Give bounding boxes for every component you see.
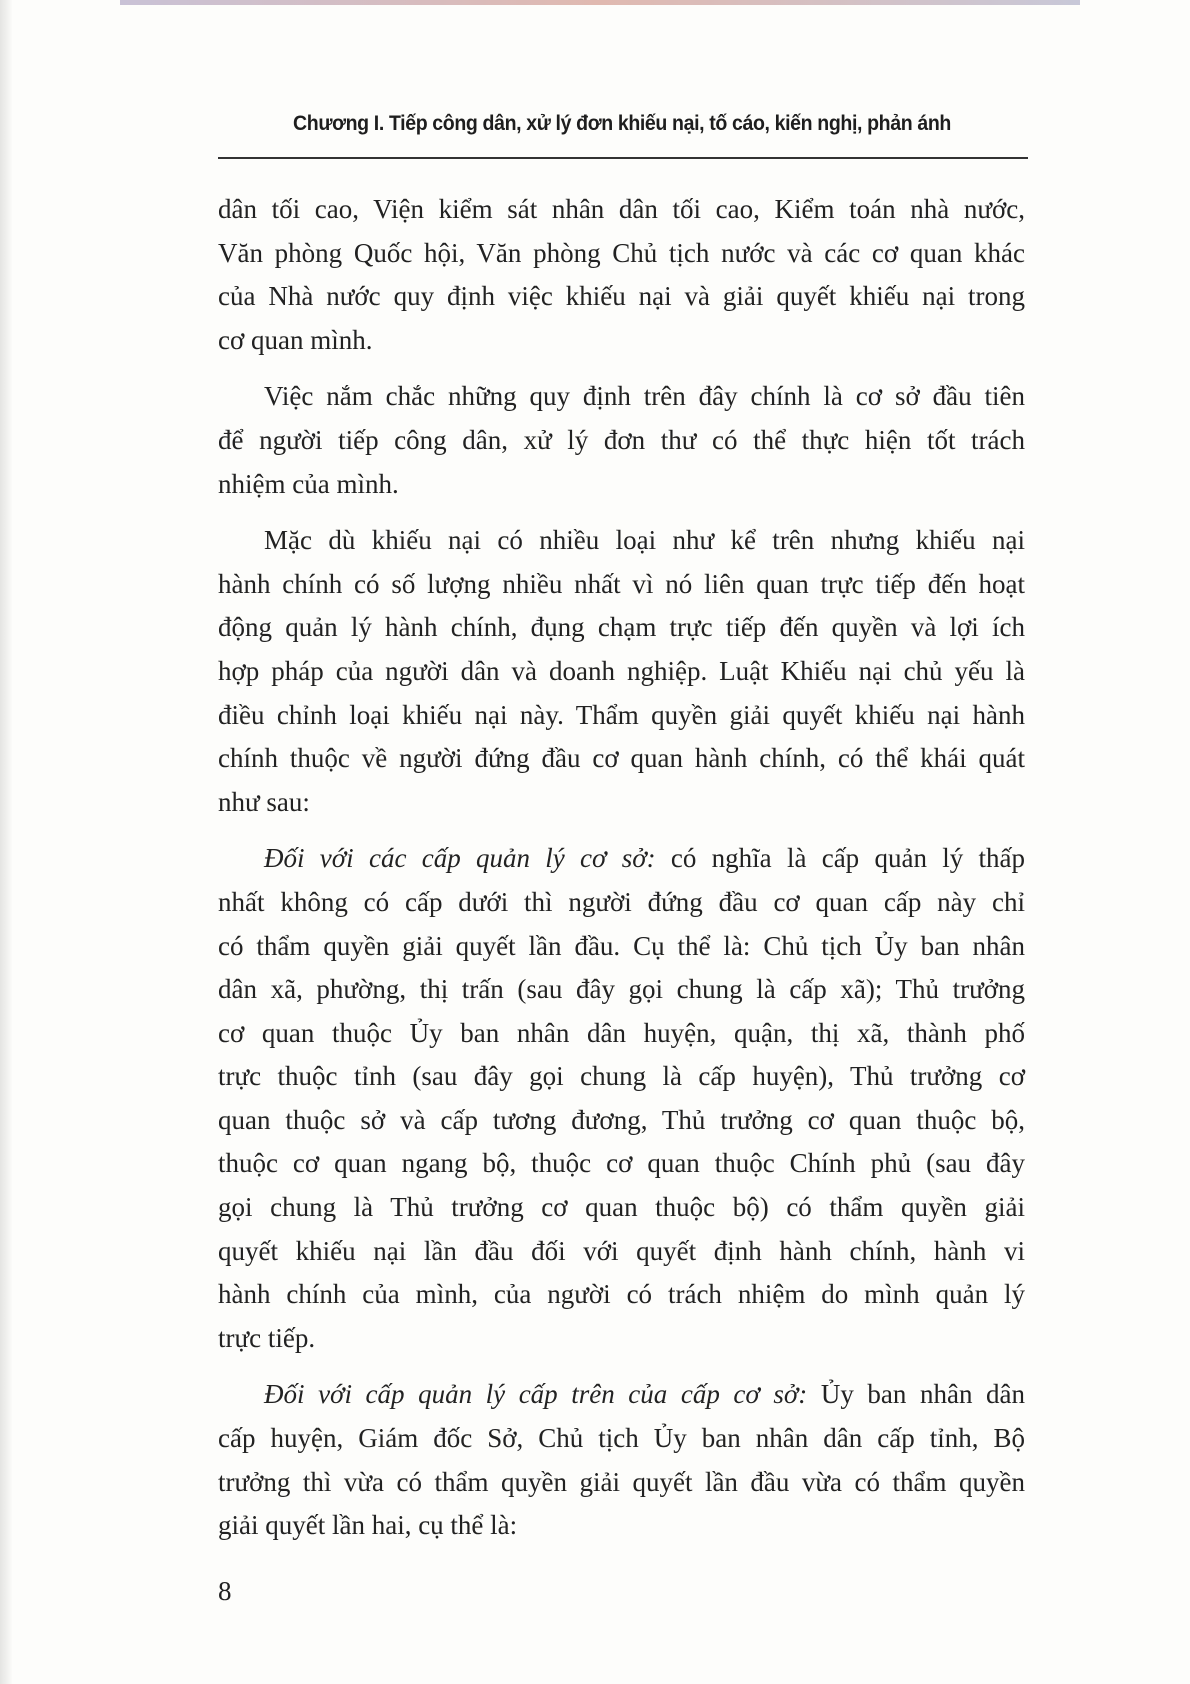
text-line: cơ quan mình. (218, 324, 373, 355)
text-line (218, 837, 1025, 881)
text-line: chính thuộc về người đứng đầu cơ quan hành chính, có thể khái quát (218, 743, 1025, 774)
page-number: 8 (218, 1576, 232, 1606)
running-header: Chương I. Tiếp công dân, xử lý đơn khiếu nại, tố cáo, kiến nghị, phản ánh (293, 112, 951, 135)
text-line: hành chính có số lượng nhiều nhất vì nó liên quan trực tiếp đến hoạt (218, 568, 1025, 599)
text-line: như sau: (218, 786, 310, 817)
paragraph-2 (218, 375, 1025, 506)
italic-lead: Đối với các cấp quản lý cơ sở: (264, 843, 656, 874)
text-line: hợp pháp của người dân và doanh nghiệp. Luật Khiếu nại chủ yếu là (218, 655, 1025, 686)
text-line: hành chính của mình, của người có trách nhiệm do mình quản lý (218, 1279, 1025, 1310)
text-line: Mặc dù khiếu nại có nhiều loại như kể trên nhưng khiếu nại (264, 525, 1025, 556)
text-line: của Nhà nước quy định việc khiếu nại và giải quyết khiếu nại trong (218, 281, 1025, 312)
text-line: gọi chung là Thủ trưởng cơ quan thuộc bộ) có thẩm quyền giải (218, 1192, 1025, 1223)
text-line: quyết khiếu nại lần đầu đối với quyết định hành chính, hành vi (218, 1235, 1025, 1266)
text-line: thuộc cơ quan ngang bộ, thuộc cơ quan thuộc Chính phủ (sau đây (218, 1148, 1025, 1179)
lead-rest: có nghĩa là cấp quản lý thấp (655, 843, 1025, 874)
paragraph-5 (218, 1373, 1025, 1547)
text-line: dân tối cao, Viện kiểm sát nhân dân tối cao, Kiểm toán nhà nước, (218, 194, 1025, 224)
text-line: động quản lý hành chính, đụng chạm trực tiếp đến quyền và lợi ích (218, 612, 1025, 643)
text-line (218, 1373, 1025, 1417)
text-line: cấp huyện, Giám đốc Sở, Chủ tịch Ủy ban nhân dân cấp tỉnh, Bộ (218, 1423, 1025, 1454)
text-line: trưởng thì vừa có thẩm quyền giải quyết lần đầu vừa có thẩm quyền (218, 1466, 1025, 1497)
text-line: trực tiếp. (218, 1322, 316, 1353)
italic-lead: Đối với cấp quản lý cấp trên của cấp cơ sở: (264, 1379, 808, 1410)
text-line: có thẩm quyền giải quyết lần đầu. Cụ thể là: Chủ tịch Ủy ban nhân (218, 930, 1025, 961)
paragraph-3 (218, 519, 1025, 824)
paragraph-1 (218, 188, 1025, 362)
text-line: để người tiếp công dân, xử lý đơn thư có thể thực hiện tốt trách (218, 424, 1025, 455)
lead-rest: Ủy ban nhân dân (807, 1379, 1025, 1410)
text-line: giải quyết lần hai, cụ thể là: (218, 1510, 518, 1541)
page-edge (0, 0, 12, 1684)
text-line: Văn phòng Quốc hội, Văn phòng Chủ tịch nước và các cơ quan khác (218, 237, 1025, 268)
body-text (218, 188, 1025, 1561)
text-line: nhất không có cấp dưới thì người đứng đầu cơ quan cấp này chỉ (218, 886, 1025, 917)
text-line: Việc nắm chắc những quy định trên đây chính là cơ sở đầu tiên (264, 381, 1025, 412)
text-line: trực thuộc tỉnh (sau đây gọi chung là cấp huyện), Thủ trưởng cơ (218, 1061, 1025, 1092)
text-line: điều chỉnh loại khiếu nại này. Thẩm quyền giải quyết khiếu nại hành (218, 699, 1025, 730)
text-line: nhiệm của mình. (218, 468, 399, 499)
text-line: cơ quan thuộc Ủy ban nhân dân huyện, quận, thị xã, thành phố (218, 1017, 1025, 1048)
text-line: dân xã, phường, thị trấn (sau đây gọi chung là cấp xã); Thủ trưởng (218, 974, 1025, 1005)
text-line: quan thuộc sở và cấp tương đương, Thủ trưởng cơ quan thuộc bộ, (218, 1104, 1025, 1135)
paragraph-4 (218, 837, 1025, 1360)
page-top-edge (120, 0, 1080, 5)
header-rule (218, 157, 1028, 159)
